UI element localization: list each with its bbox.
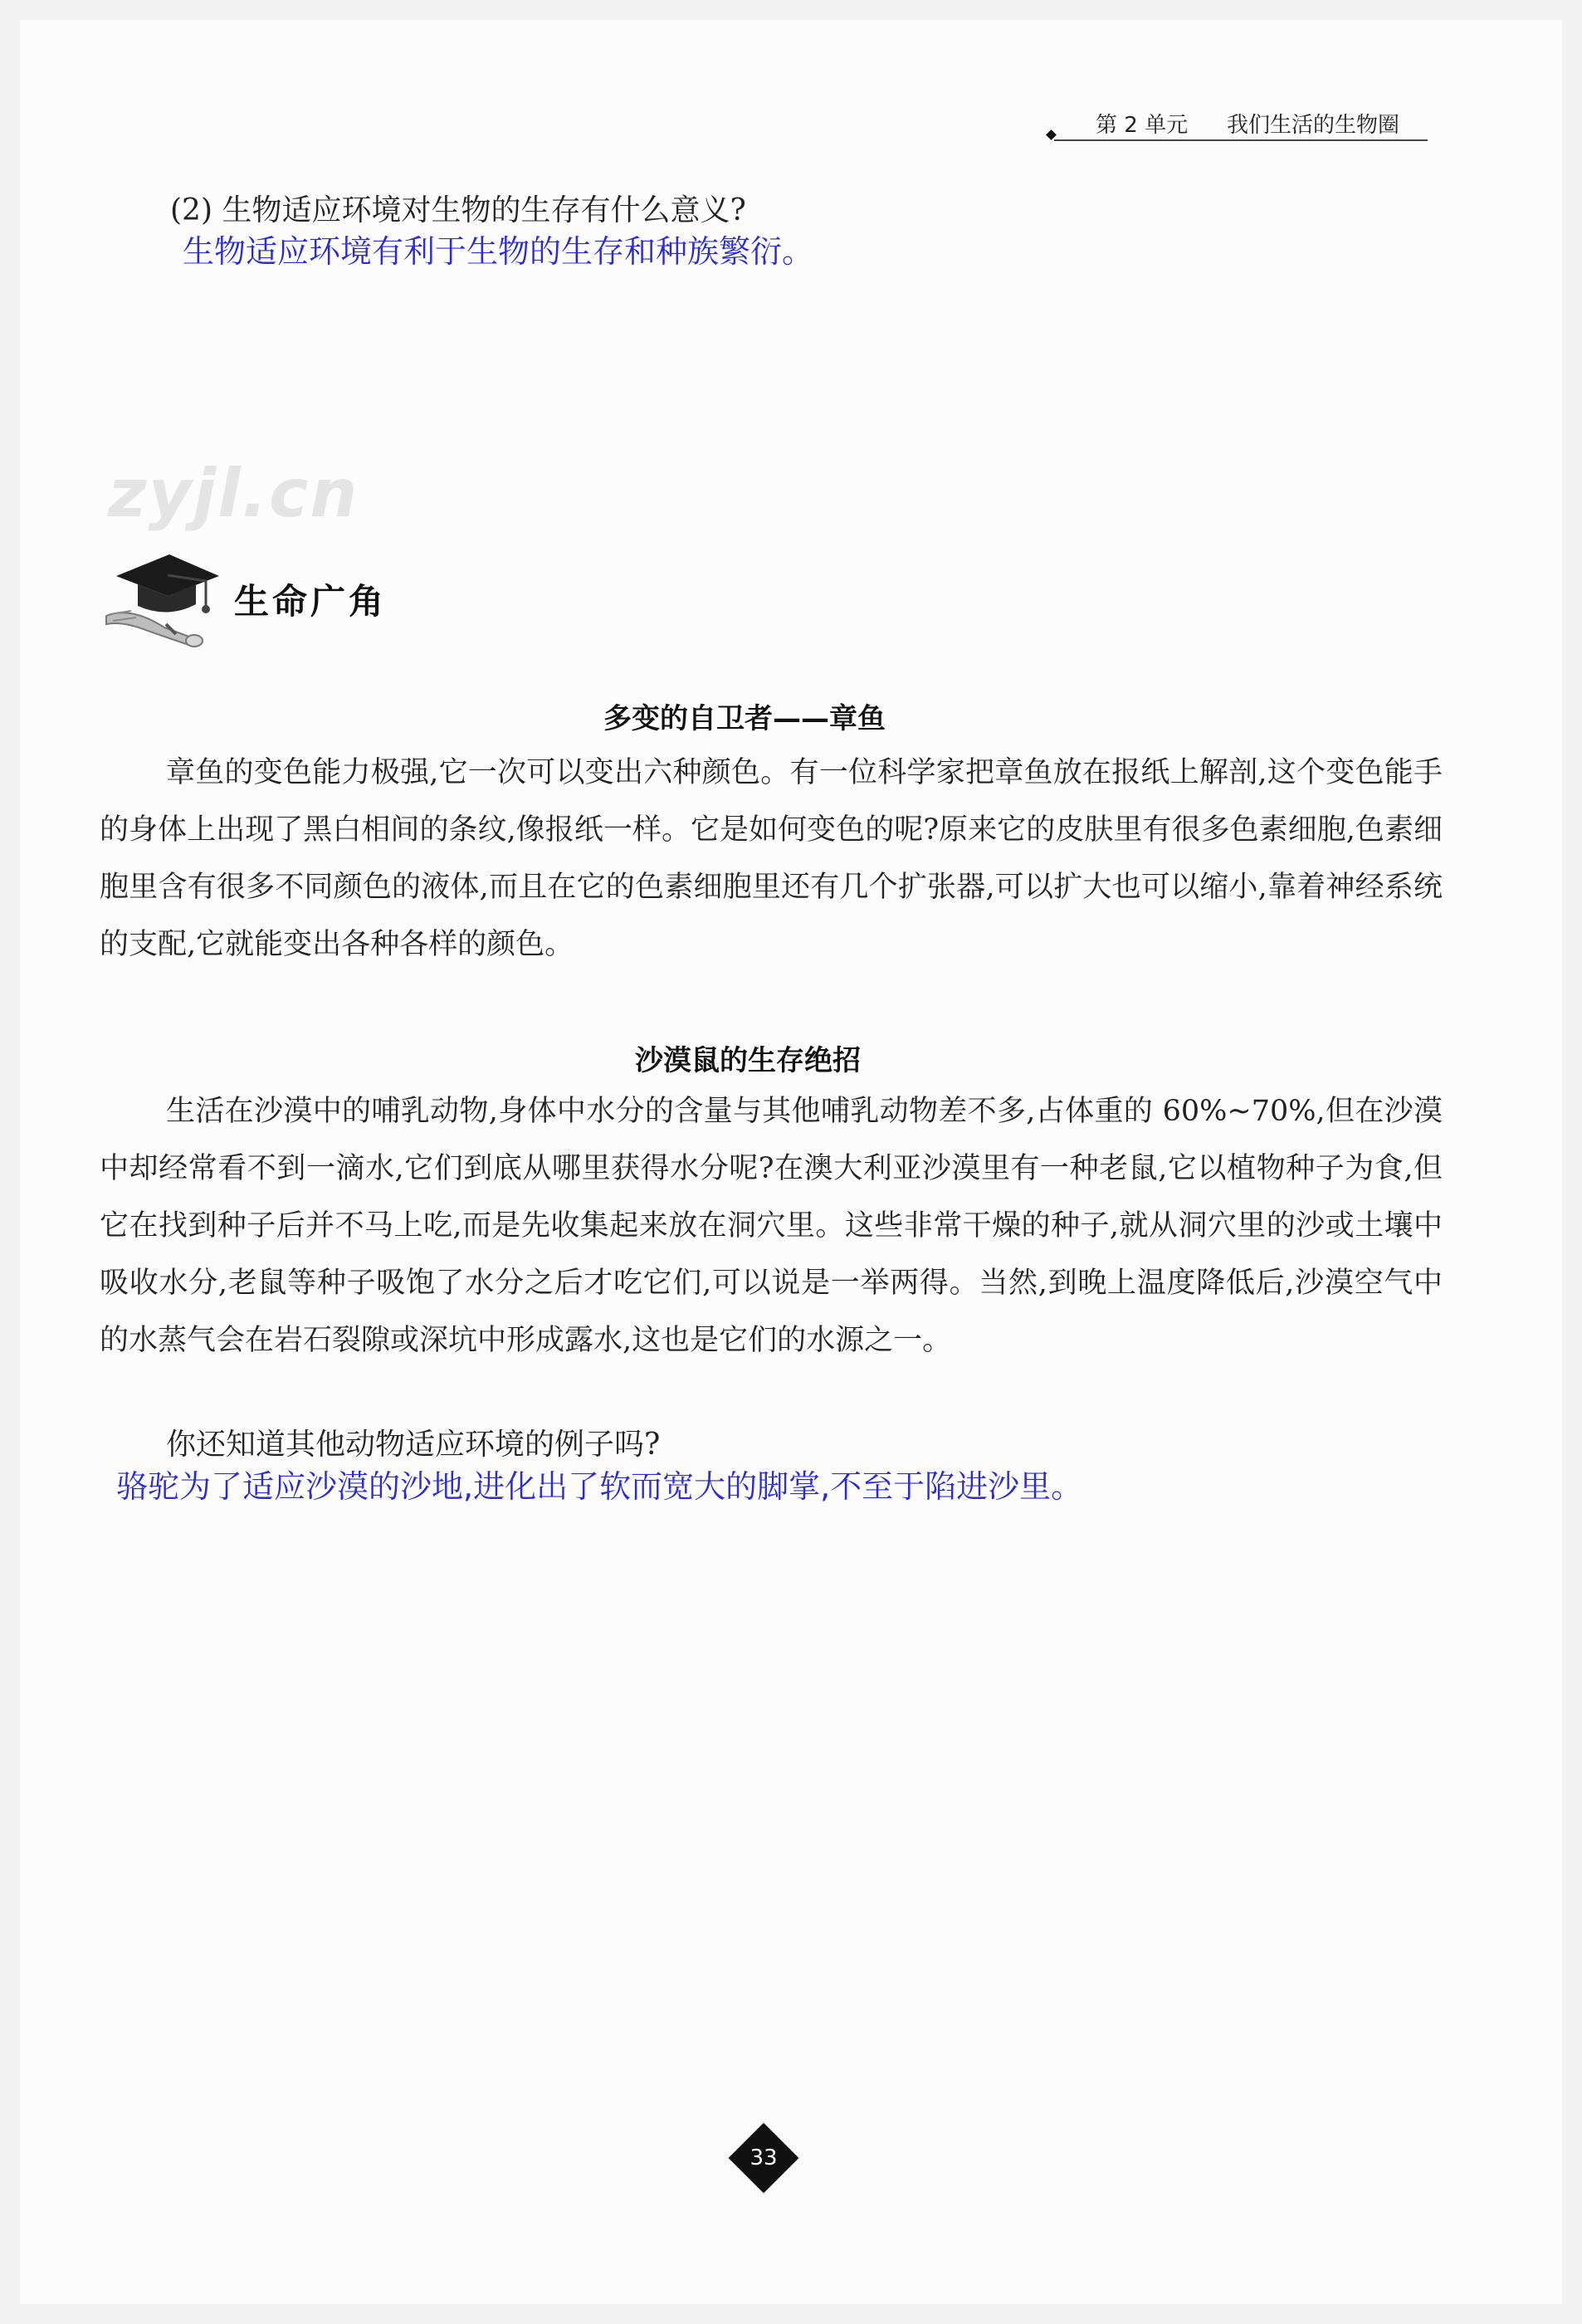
running-header	[1038, 106, 1428, 143]
discussion-prompt: 你还知道其他动物适应环境的例子吗?	[166, 1428, 661, 1462]
question-2: (2) 生物适应环境对生物的生存有什么意义?	[170, 193, 746, 227]
article-title-desert-rat: 沙漠鼠的生存绝招	[635, 1044, 861, 1077]
header-rule	[1054, 139, 1428, 141]
handwritten-answer-2: 骆驼为了适应沙漠的沙地,进化出了软而宽大的脚掌,不至于陷进沙里。	[116, 1468, 1083, 1505]
article-body-desert-rat: 生活在沙漠中的哺乳动物,身体中水分的含量与其他哺乳动物差不多,占体重的 60%~70%,但在沙漠中却经常看不到一滴水,它们到底从哪里获得水分呢?在澳大利亚沙漠里有一种老鼠,它以植物种子为食,但它在找到种子后并不马上吃,而是先收集起来放在洞穴里。这些非常干燥的种子,就从洞穴里的沙或土壤中吸收水分,老鼠等种子吸饱了水分之后才吃它们,可以说是一举两得。当然,到晚上温度降低后,沙漠空气中的水蒸气会在岩石裂隙或深坑中形成露水,这也是它们的水源之一。	[100, 1095, 1443, 1357]
watermark: zyjl.cn	[108, 455, 359, 532]
diamond-bullet-icon	[1046, 129, 1057, 140]
chapter-title: 我们生活的生物圈	[1227, 113, 1400, 138]
article-body-octopus: 章鱼的变色能力极强,它一次可以变出六种颜色。有一位科学家把章鱼放在报纸上解剖,这个变色能手的身体上出现了黑白相间的条纹,像报纸一样。它是如何变色的呢?原来它的皮肤里有很多色素细胞,色素细胞里含有很多不同颜色的液体,而且在它的色素细胞里还有几个扩张器,可以扩大也可以缩小,靠着神经系统的支配,它就能变出各种各样的颜色。	[100, 756, 1443, 961]
diploma-scroll-icon	[106, 611, 203, 647]
unit-label: 第 2 单元	[1096, 113, 1189, 138]
page-number	[733, 2127, 794, 2189]
article-title-octopus: 多变的自卫者——章鱼	[603, 702, 886, 735]
handwritten-answer-1: 生物适应环境有利于生物的生存和种族繁衍。	[183, 233, 814, 270]
section-title: 生命广角	[234, 581, 388, 622]
graduation-cap-icon	[98, 548, 222, 647]
page-number-label: 33	[749, 2146, 778, 2170]
